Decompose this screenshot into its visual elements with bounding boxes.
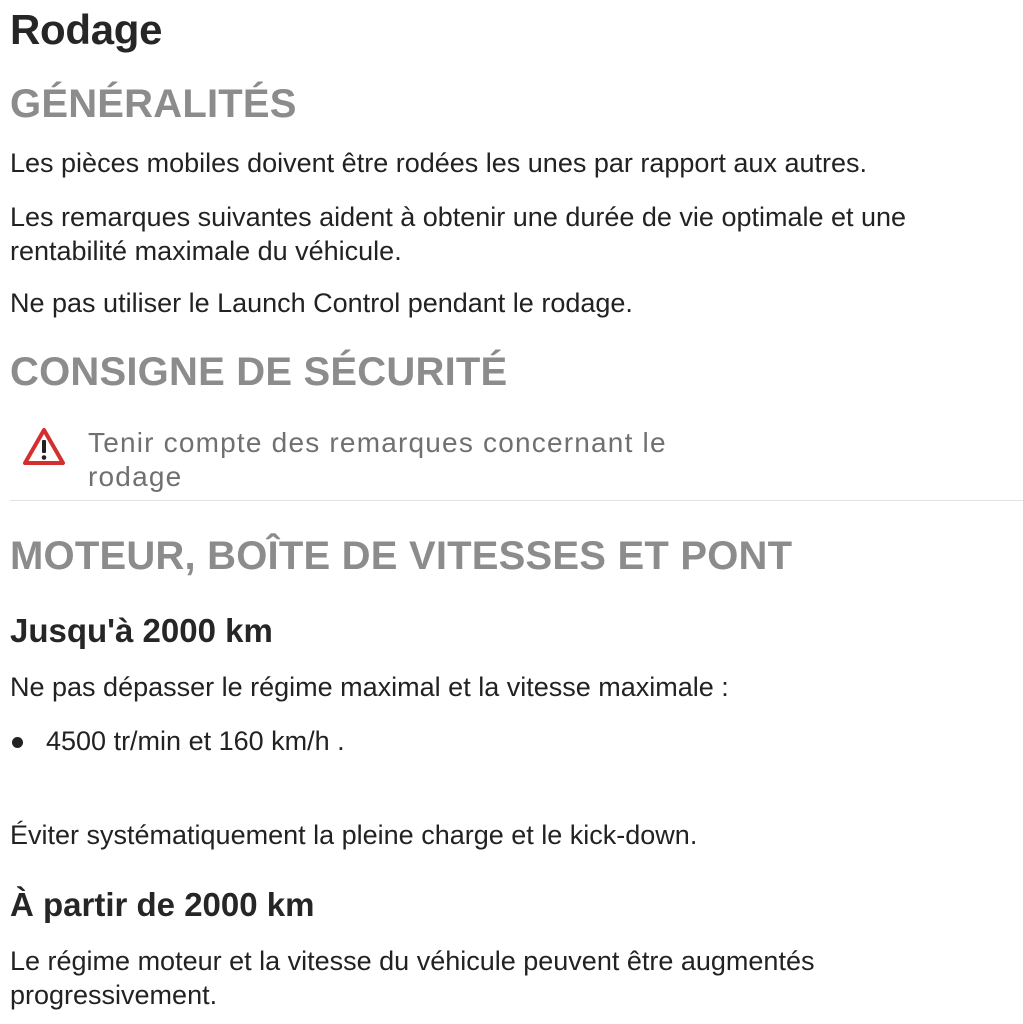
subheading-until-2000-km: Jusqu'à 2000 km: [10, 612, 273, 649]
general-paragraph-remarks-line-1: Les remarques suivantes aident à obtenir une durée de vie optimale et une: [10, 202, 907, 232]
safety-warning-text-line-2: rodage: [88, 461, 183, 492]
until-2000-note: Éviter systématiquement la pleine charge et le kick-down.: [10, 820, 698, 850]
from-2000-paragraph-line-2: progressivement.: [10, 980, 218, 1010]
warning-triangle-icon: [22, 427, 66, 467]
list-item: [10, 724, 610, 760]
safety-warning-box: [10, 424, 1023, 501]
general-paragraph-launch-control: Ne pas utiliser le Launch Control pendant le rodage.: [10, 288, 633, 318]
page-title: Rodage: [10, 6, 163, 53]
bullet-text-limits: 4500 tr/min et 160 km/h .: [46, 726, 345, 756]
section-heading-safety: CONSIGNE DE SÉCURITÉ: [10, 350, 508, 394]
general-paragraph-remarks-line-2: rentabilité maximale du véhicule.: [10, 236, 402, 266]
subheading-from-2000-km: À partir de 2000 km: [10, 886, 315, 923]
safety-warning-text-line-1: Tenir compte des remarques concernant le: [88, 427, 667, 458]
section-heading-engine: MOTEUR, BOÎTE DE VITESSES ET PONT: [10, 534, 793, 578]
from-2000-paragraph-line-1: Le régime moteur et la vitesse du véhicule peuvent être augmentés: [10, 946, 815, 976]
until-2000-intro: Ne pas dépasser le régime maximal et la vitesse maximale :: [10, 672, 729, 702]
general-paragraph-moving-parts: Les pièces mobiles doivent être rodées les unes par rapport aux autres.: [10, 148, 867, 178]
bullet-icon: [12, 737, 23, 748]
section-heading-general: GÉNÉRALITÉS: [10, 82, 297, 126]
